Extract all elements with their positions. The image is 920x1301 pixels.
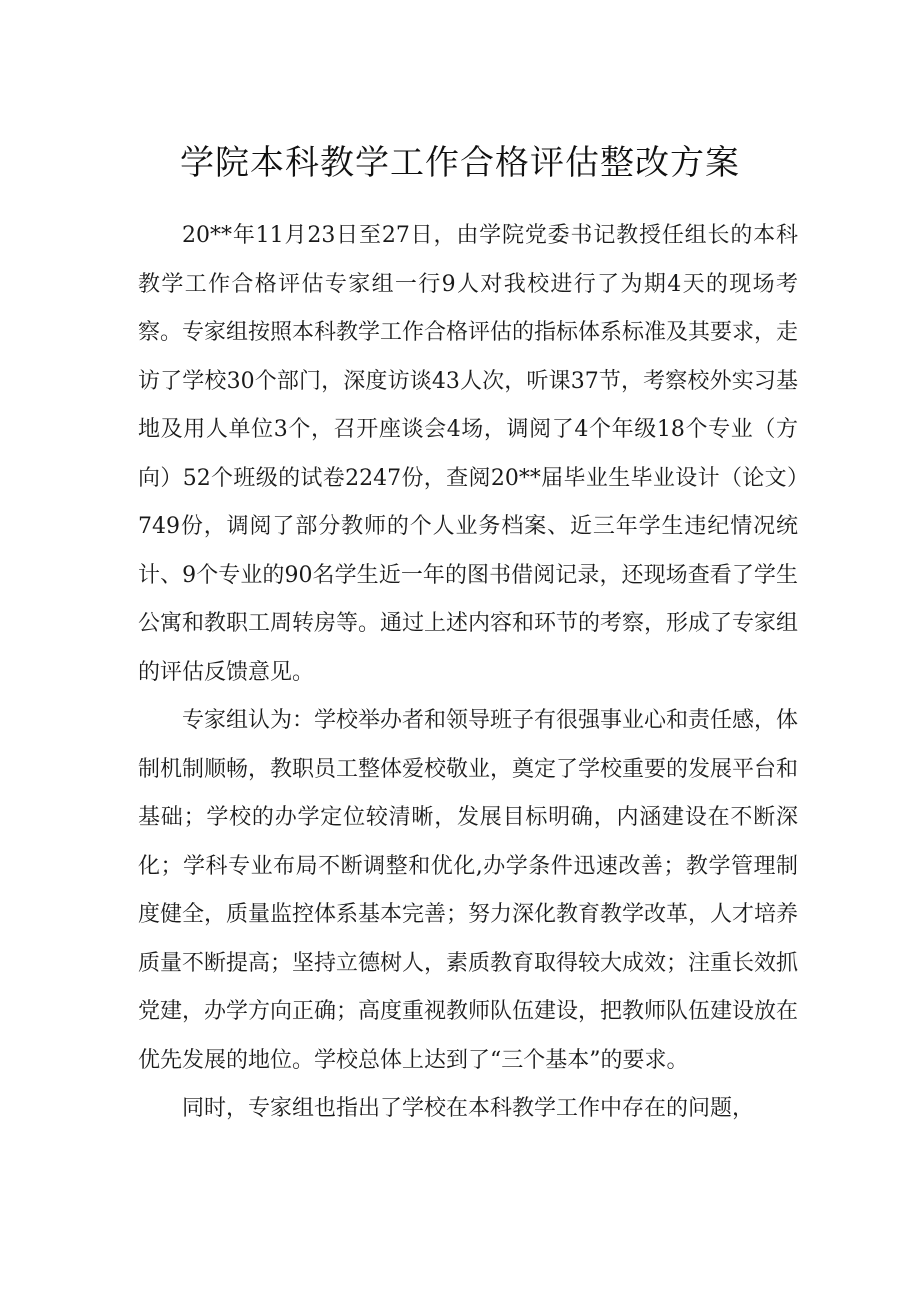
paragraph-problems-intro: 同时，专家组也指出了学校在本科教学工作中存在的问题， xyxy=(182,1096,755,1121)
paragraph-expert-opinion: 专家组认为：学校举办者和领导班子有很强事业心和责任感，体制机制顺畅，教职员工整体爱校敬业，奠定了学校重要的发展平台和基础；学校的办学定位较清晰，发展目标明确，内涵建设在不断深化；学科专业布局不断调整和优化,办学条件迅速改善；教学管理制度健全，质量监控体系基本完善；努力深化教育教学改革，人才培养质量不断提高；坚持立德树人，素质教育取得较大成效；注重长效抓党建，办学方向正确；高度重视教师队伍建设，把教师队伍建设放在优先发展的地位。学校总体上达到了“三个基本”的要求。 xyxy=(138,708,799,1073)
document-body xyxy=(138,212,798,1134)
document-title: 学院本科教学工作合格评估整改方案 xyxy=(180,143,740,183)
paragraph-inspection-summary: 20**年11月23日至27日，由学院党委书记教授任组长的本科教学工作合格评估专家组一行9人对我校进行了为期4天的现场考察。专家组按照本科教学工作合格评估的指标体系标准及其要求，走访了学校30个部门，深度访谈43人次，听课37节，考察校外实习基地及用人单位3个，召开座谈会4场，调阅了4个年级18个专业（方向）52个班级的试卷2247份，查阅20**届毕业生毕业设计（论文）749份，调阅了部分教师的个人业务档案、近三年学生违纪情况统计、9个专业的90名学生近一年的图书借阅记录，还现场查看了学生公寓和教职工周转房等。通过上述内容和环节的考察，形成了专家组的评估反馈意见。 xyxy=(138,223,799,685)
